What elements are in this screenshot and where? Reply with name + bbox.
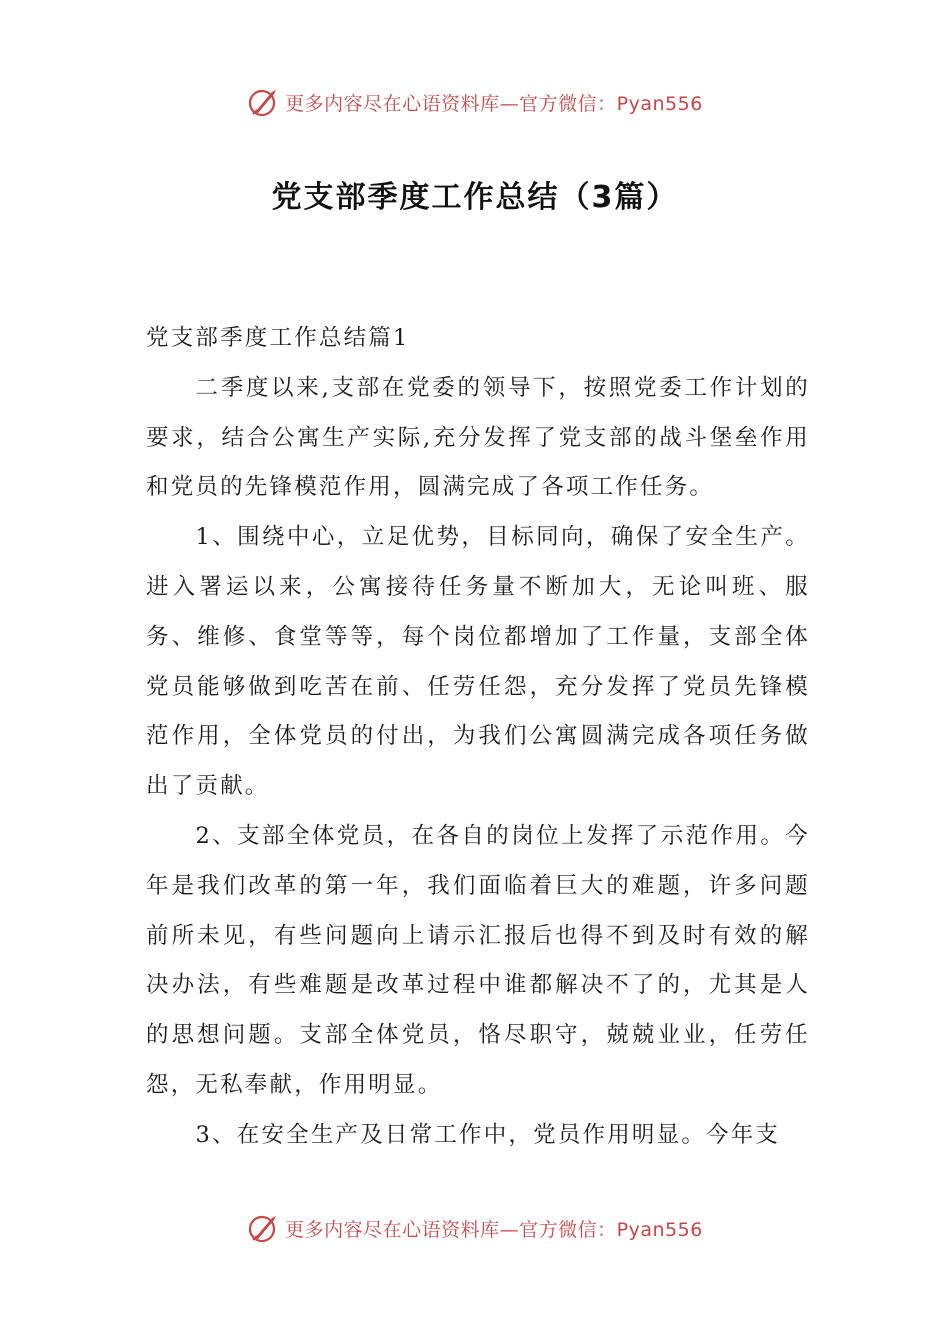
header-banner [0, 82, 950, 122]
document-title: 党支部季度工作总结（3篇） [271, 180, 679, 215]
paragraph-point-1: 1、围绕中心，立足优势，目标同向，确保了安全生产。进入署运以来，公寓接待任务量不断加大，无论叫班、服务、维修、食堂等等，每个岗位都增加了工作量，支部全体党员能够做到吃苦在前、任劳任怨，充分发挥了党员先锋模范作用，全体党员的付出，为我们公寓圆满完成各项任务做出了贡献。 [146, 524, 810, 800]
paragraph-point-2: 2、支部全体党员，在各自的岗位上发挥了示范作用。今年是我们改革的第一年，我们面临着巨大的难题，许多问题前所未见，有些问题向上请示汇报后也得不到及时有效的解决办法，有些难题是改革过程中谁都解决不了的，尤其是人的思想问题。支部全体党员，恪尽职守，兢兢业业，任劳任怨，无私奉献，作用明显。 [146, 822, 810, 1098]
quill-logo-icon [247, 85, 281, 119]
footer-banner [0, 1208, 950, 1248]
section-heading: 党支部季度工作总结篇1 [146, 325, 410, 351]
footer-banner-text: 更多内容尽在心语资料库—官方微信： [285, 1218, 617, 1241]
footer-banner-wechat-id: Pyan556 [616, 1218, 703, 1241]
paragraph-point-3: 3、在安全生产及日常工作中，党员作用明显。今年支 [195, 1121, 781, 1148]
header-banner-text: 更多内容尽在心语资料库—官方微信： [285, 92, 617, 115]
document-body [146, 314, 810, 1161]
paragraph-intro: 二季度以来,支部在党委的领导下，按照党委工作计划的要求，结合公寓生产实际,充分发挥了党支部的战斗堡垒作用和党员的先锋模范作用，圆满完成了各项工作任务。 [146, 374, 810, 501]
header-banner-wechat-id: Pyan556 [616, 92, 703, 115]
quill-logo-icon [247, 1211, 281, 1245]
